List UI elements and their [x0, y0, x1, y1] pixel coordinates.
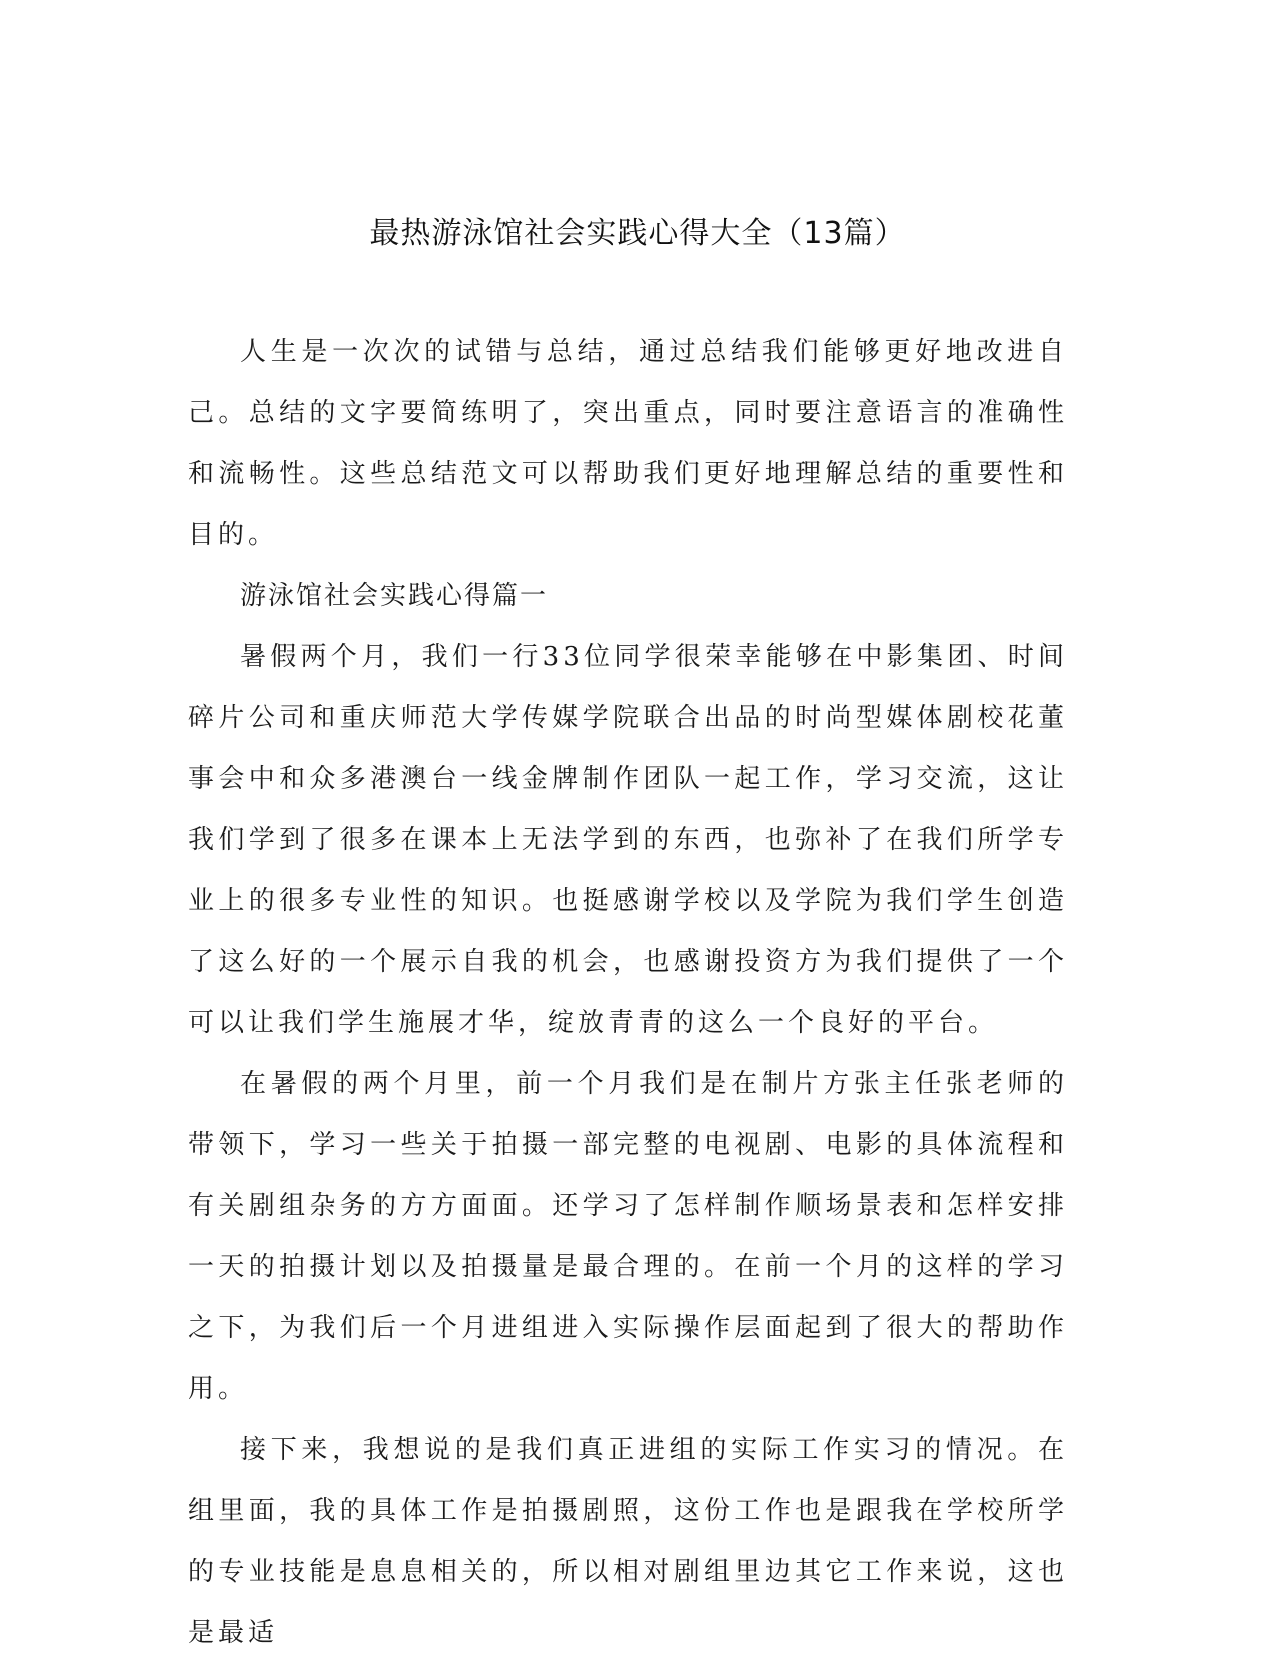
- body-paragraph: 接下来，我想说的是我们真正进组的实际工作实习的情况。在组里面，我的具体工作是拍摄剧照，这份工作也是跟我在学校所学的专业技能是息息相关的，所以相对剧组里边其它工作来说，这也是最适: [188, 1435, 1068, 1648]
- body-paragraph: 在暑假的两个月里，前一个月我们是在制片方张主任张老师的带领下，学习一些关于拍摄一部完整的电视剧、电影的具体流程和有关剧组杂务的方方面面。还学习了怎样制作顺场景表和怎样安排一天的拍摄计划以及拍摄量是最合理的。在前一个月的这样的学习之下，为我们后一个月进组进入实际操作层面起到了很大的帮助作用。: [188, 1069, 1068, 1404]
- document-body: [188, 322, 1068, 1664]
- intro-paragraph: 人生是一次次的试错与总结，通过总结我们能够更好地改进自己。总结的文字要简练明了，突出重点，同时要注意语言的准确性和流畅性。这些总结范文可以帮助我们更好地理解总结的重要性和目的。: [188, 337, 1068, 550]
- section-heading: 游泳馆社会实践心得篇一: [240, 581, 549, 611]
- document-title: 最热游泳馆社会实践心得大全（13篇）: [369, 216, 906, 251]
- body-paragraph: 暑假两个月，我们一行33位同学很荣幸能够在中影集团、时间碎片公司和重庆师范大学传媒学院联合出品的时尚型媒体剧校花董事会中和众多港澳台一线金牌制作团队一起工作，学习交流，这让我们学到了很多在课本上无法学到的东西，也弥补了在我们所学专业上的很多专业性的知识。也挺感谢学校以及学院为我们学生创造了这么好的一个展示自我的机会，也感谢投资方为我们提供了一个可以让我们学生施展才华，绽放青青的这么一个良好的平台。: [188, 642, 1068, 1038]
